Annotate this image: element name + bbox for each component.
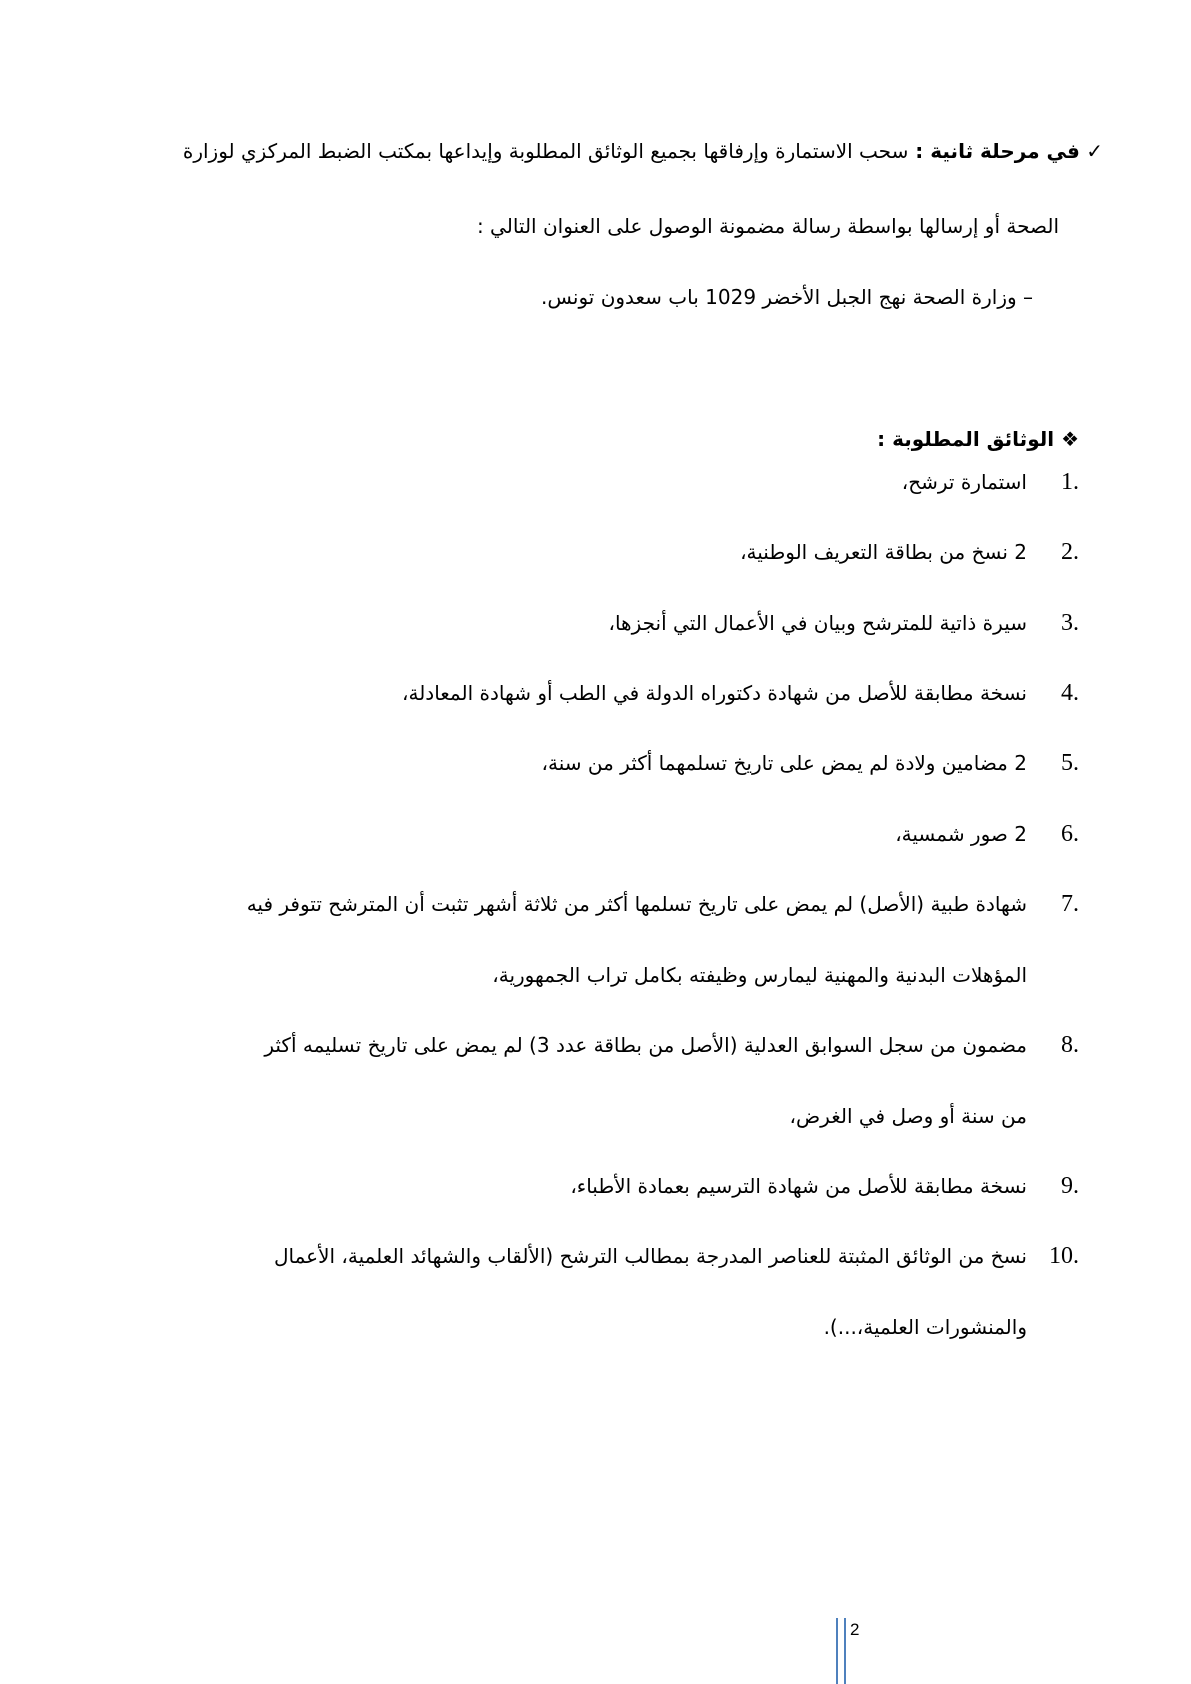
list-item (264, 1030, 1079, 1060)
list-item (570, 1171, 1079, 1201)
list-item (740, 537, 1079, 567)
list-number: 8. (1061, 1032, 1079, 1058)
list-item-text: شهادة طبية (الأصل) لم يمض على تاريخ تسلمها أكثر من ثلاثة أشهر تثبت أن المترشح تتوفر فيه (246, 892, 1027, 916)
diamond-bullet-icon: ❖ (1061, 427, 1079, 451)
stage2-line-1 (183, 136, 1103, 166)
colon: : (908, 139, 931, 163)
address: – وزارة الصحة نهج الجبل الأخضر 1029 باب سعدون تونس. (541, 285, 1033, 309)
list-item-text: نسخة مطابقة للأصل من شهادة دكتوراه الدولة في الطب أو شهادة المعادلة، (402, 681, 1027, 705)
list-item (274, 1241, 1079, 1271)
checkmark-icon: ✓ (1086, 139, 1103, 163)
list-number: 4. (1061, 680, 1079, 706)
list-number: 10. (1049, 1243, 1079, 1269)
docs-heading (877, 424, 1079, 454)
list-item-text: استمارة ترشح، (901, 470, 1027, 494)
list-item (609, 608, 1080, 638)
list-item-text: نسخ من الوثائق المثبتة للعناصر المدرجة بمطالب الترشح (الألقاب والشهائد العلمية، الأعمال (273, 1244, 1027, 1268)
list-item-text: 2 صور شمسية، (895, 822, 1027, 846)
docs-title: الوثائق المطلوبة : (877, 427, 1055, 451)
list-item-text: نسخة مطابقة للأصل من شهادة الترسيم بعمادة الأطباء، (570, 1174, 1027, 1198)
list-item-text: سيرة ذاتية للمترشح وبيان في الأعمال التي أنجزها، (608, 611, 1027, 635)
list-item (247, 889, 1079, 919)
list-item (402, 678, 1079, 708)
list-item-text: مضمون من سجل السوابق العدلية (الأصل من بطاقة عدد 3) لم يمض على تاريخ تسليمه أكثر (264, 1033, 1027, 1057)
list-item (902, 467, 1079, 497)
stage2-line-2: الصحة أو إرسالها بواسطة رسالة مضمونة الوصول على العنوان التالي : (476, 214, 1059, 238)
list-number: 5. (1061, 750, 1079, 776)
list-number: 2. (1061, 539, 1079, 565)
page-number-bar (836, 1618, 846, 1684)
list-item-continuation: من سنة أو وصل في الغرض، (789, 1104, 1027, 1128)
list-item-continuation: والمنشورات العلمية،...). (823, 1315, 1027, 1339)
list-number: 1. (1061, 469, 1079, 495)
list-item-continuation: المؤهلات البدنية والمهنية ليمارس وظيفته بكامل تراب الجمهورية، (492, 963, 1027, 987)
stage2-label: في مرحلة ثانية (930, 139, 1080, 163)
list-item-text: 2 نسخ من بطاقة التعريف الوطنية، (740, 540, 1027, 564)
list-item-text: 2 مضامين ولادة لم يمض على تاريخ تسلمهما أكثر من سنة، (541, 751, 1027, 775)
page-number: 2 (850, 1620, 860, 1639)
list-number: 6. (1061, 821, 1079, 847)
list-number: 9. (1061, 1173, 1079, 1199)
list-number: 3. (1061, 610, 1079, 636)
list-item (542, 748, 1079, 778)
list-item (895, 819, 1079, 849)
stage2-text: سحب الاستمارة وإرفاقها بجميع الوثائق المطلوبة وإيداعها بمكتب الضبط المركزي لوزارة (182, 139, 909, 163)
list-number: 7. (1061, 891, 1079, 917)
